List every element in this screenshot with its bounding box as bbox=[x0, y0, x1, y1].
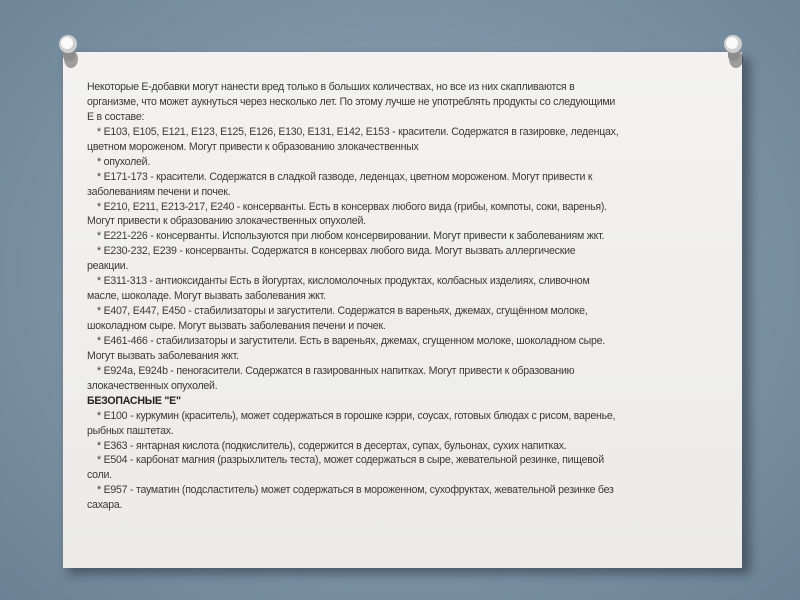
text-line: * опухолей. bbox=[97, 155, 151, 168]
text-line: * Е171-173 - красители. Содержатся в сладкой газводе, леденцах, цветном мороженом. Могут привести к bbox=[97, 170, 593, 183]
text-line: злокачественных опухолей. bbox=[87, 379, 218, 392]
text-line: соли. bbox=[87, 469, 112, 482]
text-line: масле, шоколаде. Могут вызвать заболевания жкт. bbox=[87, 290, 326, 303]
text-line: * Е363 - янтарная кислота (подкислитель), содержится в десертах, супах, бульонах, сухих напитках. bbox=[97, 439, 567, 452]
text-line: * Е210, Е211, Е213-217, Е240 - консерванты. Есть в консервах любого вида (грибы, компоты, соки, варенья). bbox=[97, 200, 607, 213]
document-body bbox=[87, 80, 727, 513]
text-line: Е в составе: bbox=[87, 110, 145, 123]
text-line: * Е924а, Е924b - пеногасители. Содержатся в газированных напитках. Могут привести к образованию bbox=[97, 364, 575, 377]
text-line: Могут вызвать заболевания жкт. bbox=[87, 349, 239, 362]
text-line: Некоторые Е-добавки могут нанести вред только в больших количествах, но все из них скапливаются в bbox=[87, 81, 575, 93]
text-line: * Е461-466 - стабилизаторы и загустители. Есть в вареньях, джемах, сгущенном молоке, шоколадном сыре. bbox=[97, 334, 605, 347]
text-line: Могут привести к образованию злокачественных опухолей. bbox=[87, 215, 366, 228]
text-line: * Е504 - карбонат магния (разрыхлитель теста), может содержаться в сыре, жевательной резинке, пищевой bbox=[97, 454, 604, 467]
text-line: сахара. bbox=[87, 499, 123, 512]
text-line: * Е957 - тауматин (подсластитель) может содержаться в мороженном, сухофруктах, жевательной резинке без bbox=[97, 484, 614, 497]
text-line: цветном мороженом. Могут привести к образованию злокачественных bbox=[87, 140, 419, 153]
text-line: * Е311-313 - антиоксиданты Есть в йогуртах, кисломолочных продуктах, колбасных изделиях, сливочном bbox=[97, 275, 590, 288]
text-line: организме, что может аукнуться через несколько лет. По этому лучше не употреблять продукты со следующими bbox=[87, 95, 616, 108]
pushpin-right-icon bbox=[720, 33, 746, 73]
text-line: * Е407, Е447, Е450 - стабилизаторы и загустители. Содержатся в вареньях, джемах, сгущённом молоке, bbox=[97, 305, 588, 318]
text-line: * Е221-226 - консерванты. Используются при любом консервировании. Могут привести к заболеваниям жкт. bbox=[97, 230, 605, 243]
text-line: * Е230-232, Е239 - консерванты. Содержатся в консервах любого вида. Могут вызвать аллергические bbox=[97, 245, 576, 258]
text-line: реакции. bbox=[87, 260, 129, 273]
text-line: рыбных паштетах. bbox=[87, 424, 174, 437]
text-line: * Е103, Е105, Е121, Е123, Е125, Е126, Е130, Е131, Е142, Е153 - красители. Содержатся в газировке, леденцах, bbox=[97, 125, 619, 138]
section-heading: БЕЗОПАСНЫЕ "Е" bbox=[87, 394, 181, 407]
text-line: заболеваниям печени и почек. bbox=[87, 185, 231, 198]
pushpin-left-icon bbox=[55, 33, 81, 73]
text-line: * Е100 - куркумин (краситель), может содержаться в горошке кэрри, соусах, готовых блюдах с рисом, варенье, bbox=[97, 409, 616, 422]
text-line: шоколадном сыре. Могут вызвать заболевания печени и почек. bbox=[87, 320, 386, 332]
